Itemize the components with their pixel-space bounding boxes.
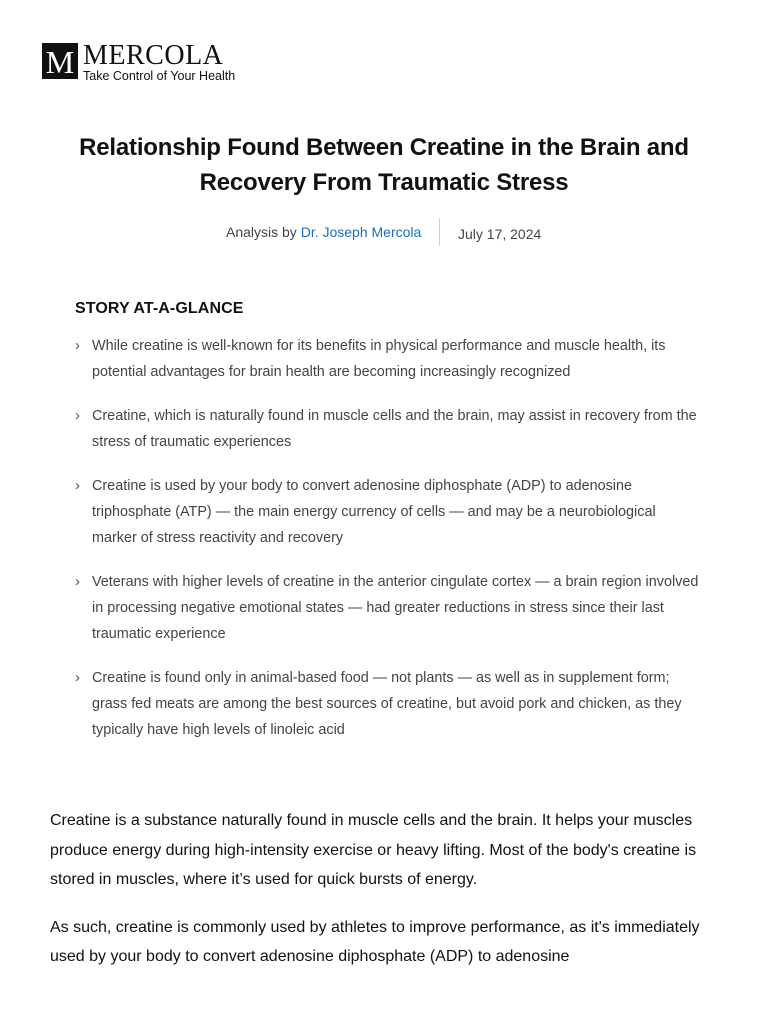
- glance-item-text: While creatine is well-known for its benefits in physical performance and muscle health, its potential advantages for brain health are becoming increasingly recognized: [92, 338, 666, 381]
- glance-item: [75, 333, 700, 385]
- byline-divider: [439, 218, 440, 246]
- glance-item-text: Creatine, which is naturally found in muscle cells and the brain, may assist in recovery from the stress of traumatic experiences: [92, 407, 697, 451]
- glance-item: [75, 569, 700, 648]
- body-paragraph: Creatine is a substance naturally found in muscle cells and the brain. It helps your muscles produce energy during high-intensity exercise or heavy lifting. Most of the body's creatine is stored in muscles, where it’s used for quick bursts of energy.: [50, 812, 697, 888]
- article-title: Relationship Found Between Creatine in the Brain and Recovery From Traumatic Stress: [79, 134, 689, 196]
- byline-prefix: Analysis by: [226, 224, 301, 240]
- chevron-right-icon: ›: [75, 572, 80, 590]
- logo-mark: M: [42, 43, 78, 79]
- mercola-logo[interactable]: [42, 40, 236, 84]
- logo-text: [83, 40, 236, 84]
- glance-item: [75, 403, 700, 455]
- chevron-right-icon: ›: [75, 476, 80, 494]
- byline: [0, 218, 768, 248]
- glance-item-text: Creatine is found only in animal-based food — not plants — as well as in supplement form; grass fed meats are among the best sources of creatine, but avoid pork and chicken, as they typically have high levels of linoleic acid: [92, 670, 682, 739]
- glance-item: [75, 665, 700, 744]
- logo-tagline: Take Control of Your Health: [83, 69, 236, 83]
- chevron-right-icon: ›: [75, 669, 80, 687]
- body-paragraph: As such, creatine is commonly used by athletes to improve performance, as it's immediately used by your body to convert adenosine diphosphate (ADP) to adenosine: [50, 918, 700, 965]
- glance-item-text: Creatine is used by your body to convert adenosine diphosphate (ADP) to adenosine triphosphate (ATP) — the main energy currency of cells — and may be a neurobiological marker of stress reactivity and recovery: [92, 477, 656, 547]
- chevron-right-icon: ›: [75, 406, 80, 424]
- byline-analysis: [226, 224, 421, 240]
- story-at-a-glance-list: [75, 333, 700, 761]
- article-body: [50, 806, 720, 990]
- glance-item: [75, 473, 700, 552]
- logo-name: MERCOLA: [83, 40, 224, 71]
- chevron-right-icon: ›: [75, 337, 80, 354]
- glance-item-text: Veterans with higher levels of creatine in the anterior cingulate cortex — a brain region involved in processing negative emotional states — had greater reductions in stress since their last traumatic experience: [92, 573, 699, 643]
- story-at-a-glance-heading: STORY AT-A-GLANCE: [75, 300, 244, 317]
- publish-date: July 17, 2024: [458, 226, 542, 242]
- author-link[interactable]: Dr. Joseph Mercola: [300, 224, 422, 240]
